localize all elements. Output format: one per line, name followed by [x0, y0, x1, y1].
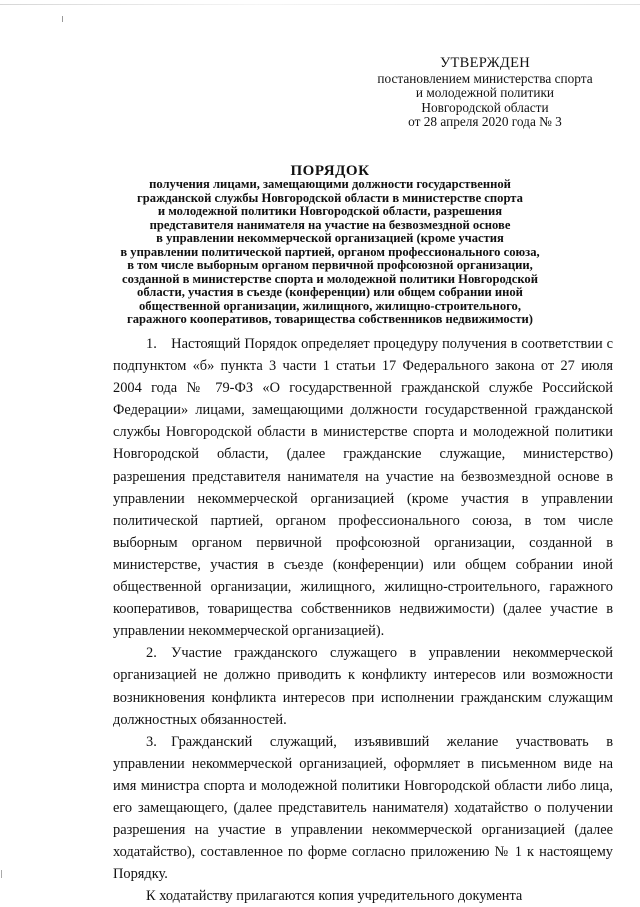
- approval-line: постановлением министерства спорта: [377, 71, 593, 87]
- paragraph-1: 1. Настоящий Порядок определяет процедуру получения в соответствии с подпунктом «б» пункта 3 части 1 статьи 17 Федерального закона от 27 июля 2004 года № 79-ФЗ «О государственной гражданской службе Российской Федерации» лицами, замещающими должности государственной гражданской службы Новгородской области в министерстве спорта и молодежной политики Новгородской области, (далее гражданские служащие, министерство) разрешения представителя нанимателя на участие на безвозмездной основе в управлении некоммерческой организацией (кроме участия в управлении политической партией, органом профессионального союза, в том числе выборным органом первичной профсоюзной организации, созданной в министерстве, участия в съезде (конференции) или общем собрании иной общественной организации, жилищного, жилищно-строительного, гаражного кооперативов, товарищества собственников недвижимости) (далее участие в управлении некоммерческой организацией).: [113, 336, 613, 640]
- subtitle-line: созданной в министерстве спорта и молодежной политики Новгородской: [122, 271, 538, 286]
- subtitle-line: и молодежной политики Новгородской области, разрешения: [157, 204, 503, 218]
- approval-date: от 28 апреля 2020 года № 3: [408, 113, 562, 129]
- scan-mark: [62, 16, 63, 22]
- paragraph-2: 2. Участие гражданского служащего в управлении некоммерческой организацией не должно приводить к конфликту интересов или возможности возникновения конфликта интересов при исполнении гражданским служащим должностных обязанностей.: [113, 645, 613, 728]
- subtitle-line: в том числе выборным органом первичной профсоюзной организации,: [127, 258, 533, 272]
- subtitle-line: получения лицами, замещающими должности государственной: [149, 177, 511, 191]
- subtitle-line: в управлении политической партией, органом профессионального союза,: [120, 244, 540, 259]
- subtitle-line: в управлении некоммерческой организацией (кроме участия: [156, 231, 504, 245]
- paragraph-3: 3. Гражданский служащий, изъявивший желание участвовать в управлении некоммерческой организацией, оформляет в письменном виде на имя министра спорта и молодежной политики Новгородской области либо лица, его замещающего, (далее представитель нанимателя) ходатайство о получении разрешения на участие в управлении некоммерческой организацией (далее ходатайство), составленное по форме согласно приложению № 1 к настоящему Порядку.: [113, 733, 613, 883]
- approval-line: Новгородской области: [421, 99, 549, 115]
- scan-edge-line: [0, 4, 640, 5]
- scan-mark-bottom: [1, 870, 2, 878]
- subtitle-line: общественной организации, жилищного, жилищно-строительного,: [139, 298, 521, 313]
- approval-line: и молодежной политики: [415, 85, 555, 101]
- subtitle-line: представителя нанимателя на участие на безвозмездной основе: [149, 217, 511, 232]
- document-title: ПОРЯДОК: [290, 163, 370, 179]
- approval-heading: УТВЕРЖДЕН: [439, 55, 531, 71]
- subtitle-line: области, участия в съезде (конференции) или общем собрании иной: [137, 285, 523, 299]
- subtitle-line: гаражного кооперативов, товарищества собственников недвижимости): [127, 312, 533, 326]
- document-subtitle: [100, 178, 560, 327]
- subtitle-line: гражданской службы Новгородской области в министерстве спорта: [137, 190, 523, 205]
- document-body: [113, 333, 613, 907]
- approval-stamp: [340, 56, 630, 129]
- paragraph-4: К ходатайству прилагаются копия учредительного документа: [146, 888, 523, 905]
